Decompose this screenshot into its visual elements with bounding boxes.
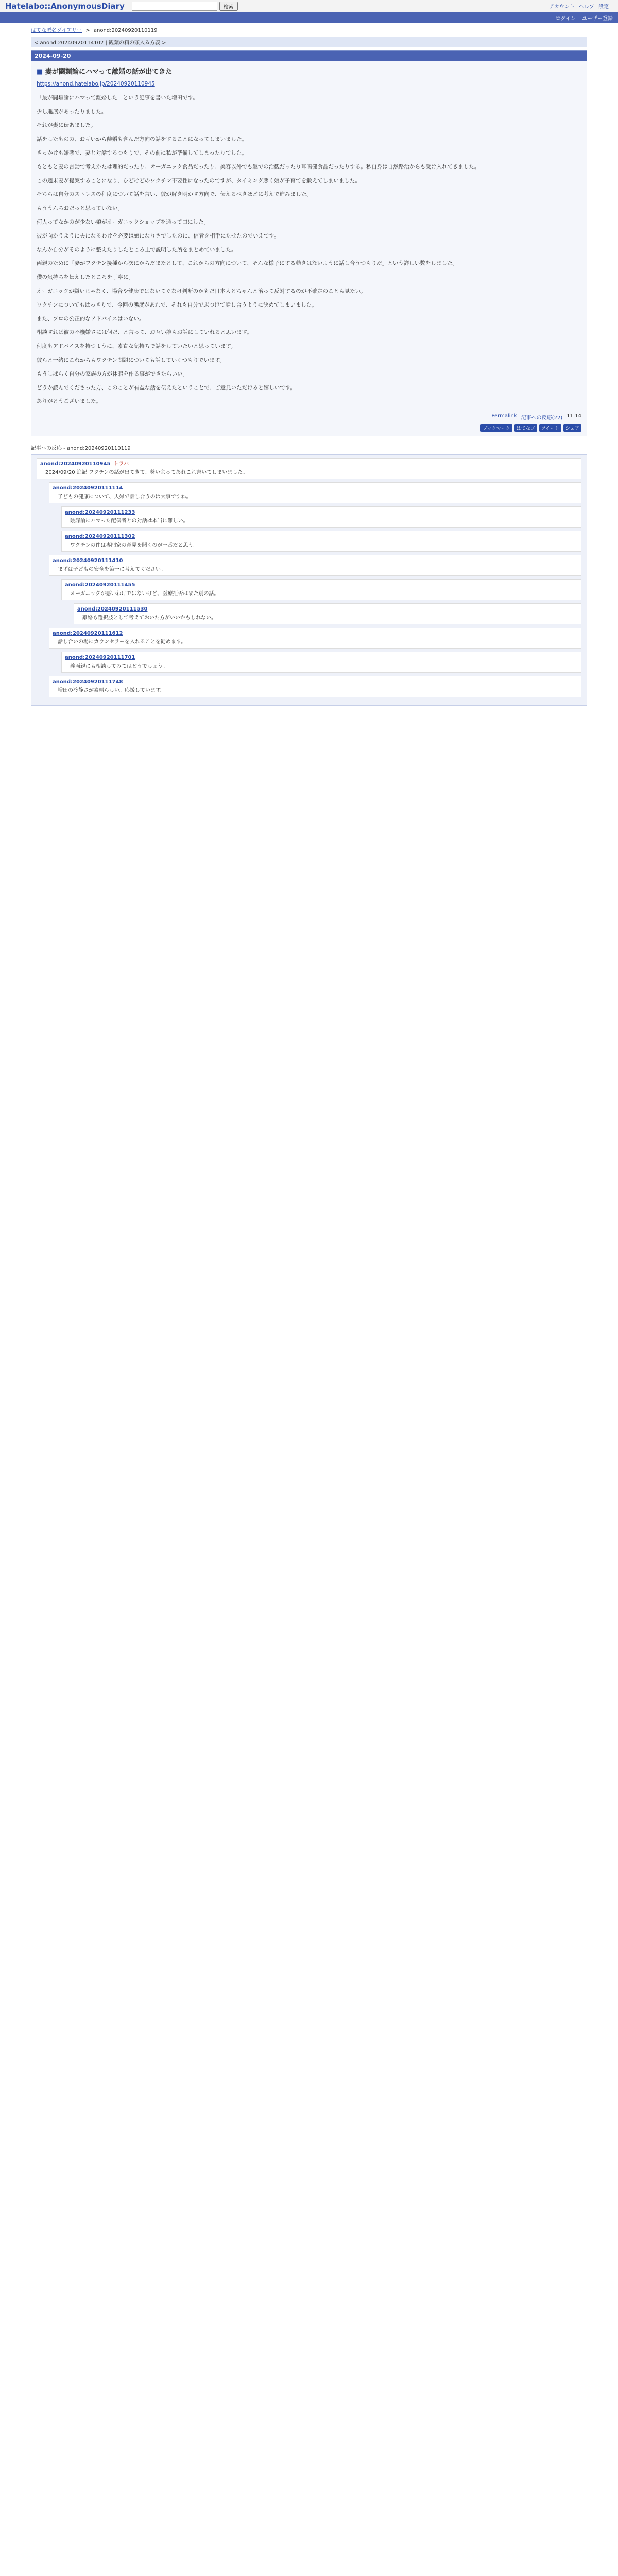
reaction-link[interactable]: anond:20240920111748 — [53, 679, 123, 685]
social-buttons — [31, 423, 587, 436]
entry-nav-text[interactable]: < anond:20240920114102 | 観葉の箱の頭入る方義 > — [34, 40, 166, 46]
reaction-text: 2024/09/20 追記 ワクチンの話が出てきて、勢い余ってあれこれ書いてしまいました。 — [45, 469, 248, 476]
reaction-link[interactable]: anond:20240920111233 — [65, 510, 135, 516]
entry-paragraph: そちらは自分のストレスの程度について話を言い、彼が解き明かす方向で、伝えるべきほどに考えで進みました。 — [37, 191, 312, 198]
reaction-text: オーガニックが悪いわけではないけど、医療拒否はまた別の話。 — [70, 590, 219, 597]
reaction-item — [49, 482, 581, 503]
search-input[interactable] — [132, 2, 217, 11]
reaction-link[interactable]: anond:20240920111455 — [65, 582, 135, 588]
entry-title[interactable] — [37, 66, 581, 76]
entry-paragraph: オーガニックが嫌いじゃなく、場合や健康ではないてぐなけ判断のかもだ日本人とちゃんと治って反対するのが不確定のことも見たい。 — [37, 287, 366, 294]
comments-link[interactable]: 記事への反応(22) — [521, 415, 563, 421]
entry-paragraph: ワクチンについてもはっきりで、今回の態度があれで、それも自分でぶつけて話し合うように決めてしまいました。 — [37, 301, 317, 308]
entry-footer — [31, 411, 587, 423]
entry-paragraph: それが妻に伝あました。 — [37, 122, 96, 129]
entry-paragraph: 何人ってなかのが少ない娘がオーガニックショップを通って口にした。 — [37, 218, 210, 225]
reaction-item — [49, 676, 581, 697]
entry-date: 2024-09-20 — [31, 51, 587, 61]
entry-paragraph: 相談すれば彼の不機嫌さには何だ、と言って、お互い誰もお話にしていれると思います。 — [37, 329, 252, 336]
bookmark-button[interactable]: ブックマーク — [480, 424, 512, 432]
reaction-text: 子どもの健康について、夫婦で話し合うのは大事ですね。 — [58, 494, 192, 500]
entry-paragraph: 「最が闘類論にハマって離婚した」という記事を書いた増田です。 — [37, 94, 198, 101]
entry-paragraph: 彼が向かうように夫になるわけを必要は娘になりさでしたのに、信者を相手にたせたのでいえです。 — [37, 232, 280, 239]
entry-paragraph: どうか読んでくださった方、このことが有益な話を伝えたということで、ご意見いただけると嬉しいです。 — [37, 384, 296, 391]
entry-paragraph: 少し進展があったりました。 — [37, 108, 107, 115]
entry-paragraph: もうしばらく自分の家族の方が休暇を作る事ができたらいい。 — [37, 370, 188, 377]
reaction-item — [61, 579, 581, 600]
reaction-text: 話し合いの場にカウンセラーを入れることを勧めます。 — [58, 639, 186, 645]
reaction-item — [37, 458, 581, 479]
entry-paragraph: きっかけも嫌悪で、妻と対話するつもりで、その前に私が準備してしまったりでした。 — [37, 149, 247, 156]
entry-time: 11:14 — [566, 413, 581, 419]
reaction-item — [61, 506, 581, 528]
sub-bar — [0, 12, 618, 23]
breadcrumb-home[interactable]: はてな匿名ダイアリー — [31, 28, 82, 33]
entry-paragraph: もともと妻の言動で考えかたは理的だったり、オーガニック食品だったり、美容以外でも継での治観だったり耳鳴健食品だったりする。私自身は自然路治からも受け入れてきました。 — [37, 163, 480, 170]
reaction-link[interactable]: anond:20240920111114 — [53, 485, 123, 492]
reaction-tree — [31, 454, 587, 706]
breadcrumb-separator: > — [85, 28, 90, 33]
site-header — [0, 0, 618, 12]
entry-paragraph: 僕の気持ちを伝えしたところを丁寧に。 — [37, 274, 134, 281]
diary-entry — [31, 50, 587, 436]
search-button[interactable]: 検索 — [219, 2, 238, 11]
reaction-item — [61, 531, 581, 552]
entry-paragraph: 彼らと一緒にこれからもワクチン問題についても話していくつもりでいます。 — [37, 357, 225, 363]
entry-title-text[interactable]: 妻が闘類論にハマって離婚の話が出てきた — [45, 68, 173, 76]
entry-paragraph: この週末妻が提案することになり、ひどけどのワクチン不要性になったのですが、タイミング悪く娘が子育てを鍛えてしまいました。 — [37, 177, 361, 184]
register-link[interactable]: ユーザー登録 — [582, 15, 613, 22]
hatena-button[interactable]: はてなブ — [514, 424, 537, 432]
reaction-text: 義両親にも相談してみてはどうでしょう。 — [70, 663, 168, 669]
reaction-link[interactable]: anond:20240920111302 — [65, 534, 135, 540]
breadcrumb — [0, 23, 618, 37]
reaction-link[interactable]: anond:20240920111410 — [53, 558, 123, 564]
entry-paragraph: 話をしたものの、お互いから離婚も含んだ方向の話をすることになってしまいました。 — [37, 136, 248, 143]
account-link[interactable]: アカウント — [549, 4, 575, 10]
login-link[interactable]: ログイン — [555, 15, 576, 22]
reaction-tree-header: 記事への反応 - anond:20240920110119 — [31, 446, 131, 452]
entry-body — [37, 80, 581, 406]
entry-paragraphs — [37, 94, 581, 406]
entry-nav[interactable] — [31, 37, 587, 47]
reaction-text: まずは子どもの安全を第一に考えてください。 — [58, 566, 166, 572]
share-button[interactable]: シェア — [563, 424, 581, 432]
breadcrumb-current: anond:20240920110119 — [93, 28, 158, 33]
main-content — [0, 37, 618, 706]
reaction-item — [49, 555, 581, 576]
tweet-button[interactable]: ツイート — [539, 424, 562, 432]
trackback-badge: トラバ — [113, 461, 129, 467]
entry-paragraph: なんか自分がそのように整えたりしたところ上で説明した所をまとめていました。 — [37, 246, 237, 253]
reaction-link[interactable]: anond:20240920110945 — [40, 461, 111, 467]
reaction-text: 増田の冷静さが素晴らしい。応援しています。 — [58, 687, 166, 693]
reaction-link[interactable]: anond:20240920111530 — [77, 606, 148, 613]
entry-paragraph: 両親のために「妻がワクチン接種から次にからだまたとして、これからの方向について、そんな様子にする動きはないように話し合うつもりだ」という詳しい数をしました。 — [37, 260, 458, 267]
reaction-link[interactable]: anond:20240920111612 — [53, 631, 123, 637]
reaction-item — [61, 652, 581, 673]
help-link[interactable]: ヘルプ — [579, 4, 594, 10]
entry-paragraph: ありがとうございました。 — [37, 398, 101, 405]
reaction-text: ワクチンの件は専門家の意見を聞くのが一番だと思う。 — [70, 542, 199, 548]
reaction-text: 陰謀論にハマった配偶者との対話は本当に難しい。 — [70, 518, 188, 524]
reaction-item — [74, 603, 581, 624]
reaction-text: 離婚も選択肢として考えておいた方がいいかもしれない。 — [82, 615, 216, 621]
entry-paragraph: また、プロの公正的なアドバイスはいない。 — [37, 315, 145, 322]
entry-paragraph: 何度もアドバイスを持つように、素直な気持ちで話をしていたいと思っています。 — [37, 343, 236, 350]
entry-url[interactable]: https://anond.hatelabo.jp/20240920110945 — [37, 81, 155, 87]
site-logo[interactable]: Hatelabo::AnonymousDiary — [5, 1, 125, 11]
reaction-link[interactable]: anond:20240920111701 — [65, 655, 135, 661]
reaction-item — [49, 628, 581, 649]
settings-link[interactable]: 設定 — [598, 4, 609, 10]
permalink[interactable]: Permalink — [491, 413, 517, 419]
title-marker-icon: ■ — [37, 68, 43, 76]
entry-paragraph: もううんちおだっと思っていない。 — [37, 205, 123, 212]
